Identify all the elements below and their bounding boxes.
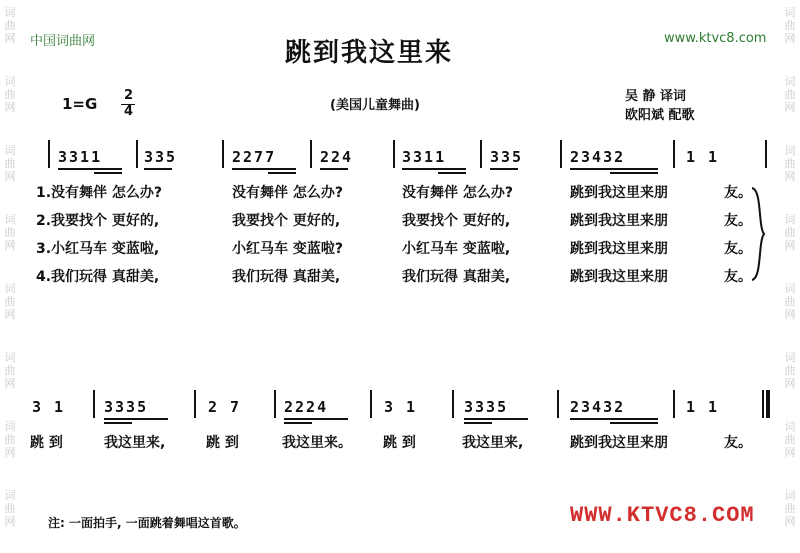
left-watermark-column (0, 0, 20, 553)
barline (222, 140, 224, 168)
site-name: 中国词曲网 (30, 34, 96, 49)
measure: 3 1 (32, 398, 66, 416)
lyric: 友。 (724, 435, 752, 451)
beam (490, 168, 518, 170)
footnote: 注: 一面拍手, 一面跳着舞唱这首歌。 (48, 516, 246, 530)
watermark-char: 网 (784, 239, 796, 252)
watermark-group (5, 420, 16, 459)
beam (610, 422, 658, 424)
measure: 2277 (232, 148, 277, 166)
watermark-char: 词 (4, 144, 16, 157)
verse-4-segment: 友。 (724, 269, 752, 285)
watermark-char: 词 (4, 282, 16, 295)
barline (673, 140, 675, 168)
right-watermark-column (780, 0, 800, 553)
watermark-char: 词 (784, 351, 796, 364)
time-signature-bottom: 4 (124, 104, 134, 119)
lyric: 我这里来。 (282, 435, 352, 451)
barline (93, 390, 95, 418)
lyric: 我这里来, (104, 435, 166, 451)
watermark-char: 曲 (784, 157, 796, 170)
lyric: 跳 到 (206, 435, 239, 451)
watermark-char: 曲 (4, 157, 16, 170)
verse-2-segment: 跳到我这里来朋 (570, 213, 668, 229)
watermark-char: 曲 (784, 364, 796, 377)
watermark-char: 词 (4, 6, 16, 19)
beam (438, 172, 466, 174)
beam (610, 172, 658, 174)
barline (274, 390, 276, 418)
beam (464, 422, 492, 424)
beam (320, 168, 348, 170)
beam (232, 168, 296, 170)
barline (560, 140, 562, 168)
verse-1-segment: 跳到我这里来朋 (570, 185, 668, 201)
beam (402, 168, 466, 170)
watermark-group (785, 75, 796, 114)
measure: 2224 (284, 398, 329, 416)
watermark-char: 词 (784, 75, 796, 88)
site-url: www.ktvc8.com (664, 31, 767, 46)
barline (194, 390, 196, 418)
watermark-group (785, 282, 796, 321)
watermark-char: 曲 (4, 226, 16, 239)
verse-2-segment: 我要找个 更好的, (402, 213, 511, 229)
beam (144, 168, 172, 170)
measure: 1 1 (686, 148, 720, 166)
barline (480, 140, 482, 168)
verse-brace (748, 186, 768, 282)
verse-1-segment: 没有舞伴 怎么办? (232, 185, 343, 201)
beam (570, 168, 658, 170)
song-title: 跳到我这里来 (285, 38, 454, 68)
beam (570, 418, 658, 420)
watermark-char: 网 (784, 170, 796, 183)
watermark-char: 词 (784, 144, 796, 157)
watermark-char: 网 (784, 101, 796, 114)
watermark-char: 网 (4, 101, 16, 114)
measure: 23432 (570, 148, 626, 166)
verse-3-segment: 小红马车 变蓝啦, (402, 241, 511, 257)
beam (268, 172, 296, 174)
watermark-char: 曲 (4, 502, 16, 515)
watermark-group (785, 489, 796, 528)
final-barline-thin (762, 390, 764, 418)
measure: 3 1 (384, 398, 418, 416)
watermark-char: 网 (4, 377, 16, 390)
watermark-char: 曲 (784, 433, 796, 446)
measure: 3311 (402, 148, 447, 166)
watermark-group (785, 420, 796, 459)
watermark-char: 网 (4, 170, 16, 183)
lyric: 我这里来, (462, 435, 524, 451)
watermark-char: 曲 (784, 226, 796, 239)
final-barline-thick (766, 390, 770, 418)
watermark-char: 曲 (784, 295, 796, 308)
verse-3-segment: 友。 (724, 241, 752, 257)
barline (393, 140, 395, 168)
watermark-char: 词 (4, 75, 16, 88)
measure: 335 (144, 148, 178, 166)
verse-1-segment: 1.没有舞伴 怎么办? (36, 185, 163, 201)
watermark-char: 网 (784, 377, 796, 390)
beam (94, 172, 122, 174)
barline (765, 140, 767, 168)
measure: 224 (320, 148, 354, 166)
barline (557, 390, 559, 418)
watermark-char: 网 (4, 308, 16, 321)
verse-2-segment: 2.我要找个 更好的, (36, 213, 160, 229)
watermark-char: 词 (784, 489, 796, 502)
watermark-group (5, 6, 16, 45)
watermark-group (785, 144, 796, 183)
watermark-group (5, 282, 16, 321)
watermark-char: 曲 (784, 502, 796, 515)
beam (104, 418, 168, 420)
watermark-char: 曲 (4, 19, 16, 32)
measure: 1 1 (686, 398, 720, 416)
barline (136, 140, 138, 168)
watermark-char: 词 (4, 420, 16, 433)
watermark-char: 网 (784, 308, 796, 321)
measure: 3311 (58, 148, 103, 166)
measure: 2 7 (208, 398, 242, 416)
verse-4-segment: 我们玩得 真甜美, (402, 269, 511, 285)
watermark-group (5, 144, 16, 183)
verse-2-segment: 我要找个 更好的, (232, 213, 341, 229)
lyric: 跳 到 (30, 435, 63, 451)
measure: 3335 (104, 398, 149, 416)
beam (58, 168, 122, 170)
genre-subtitle: (美国儿童舞曲) (330, 98, 420, 113)
lyricist-credit: 吴 静 译词 (625, 89, 687, 104)
time-signature-top: 2 (124, 88, 134, 103)
verse-4-segment: 跳到我这里来朋 (570, 269, 668, 285)
beam (284, 418, 348, 420)
watermark-char: 网 (4, 446, 16, 459)
watermark-char: 词 (4, 213, 16, 226)
watermark-char: 网 (784, 446, 796, 459)
barline (673, 390, 675, 418)
verse-3-segment: 3.小红马车 变蓝啦, (36, 241, 160, 257)
key-signature: 1=G (62, 95, 98, 113)
measure: 3335 (464, 398, 509, 416)
watermark-char: 曲 (4, 295, 16, 308)
beam (104, 422, 132, 424)
verse-3-segment: 小红马车 变蓝啦? (232, 241, 343, 257)
watermark-char: 曲 (4, 364, 16, 377)
measure: 23432 (570, 398, 626, 416)
bottom-watermark: WWW.KTVC8.COM (570, 503, 755, 528)
watermark-char: 曲 (4, 88, 16, 101)
watermark-char: 词 (4, 489, 16, 502)
watermark-group (5, 351, 16, 390)
watermark-group (785, 351, 796, 390)
watermark-group (5, 489, 16, 528)
beam (284, 422, 312, 424)
watermark-char: 词 (784, 6, 796, 19)
watermark-group (5, 75, 16, 114)
watermark-char: 网 (784, 32, 796, 45)
barline (370, 390, 372, 418)
watermark-char: 网 (784, 515, 796, 528)
watermark-char: 词 (784, 213, 796, 226)
watermark-char: 网 (4, 239, 16, 252)
watermark-char: 词 (784, 282, 796, 295)
watermark-group (785, 6, 796, 45)
watermark-char: 词 (4, 351, 16, 364)
watermark-group (5, 213, 16, 252)
barline (452, 390, 454, 418)
lyric: 跳到我这里来朋 (570, 435, 668, 451)
lyric: 跳 到 (383, 435, 416, 451)
barline (310, 140, 312, 168)
watermark-char: 网 (4, 32, 16, 45)
barline (48, 140, 50, 168)
watermark-char: 曲 (784, 88, 796, 101)
verse-4-segment: 我们玩得 真甜美, (232, 269, 341, 285)
verse-1-segment: 友。 (724, 185, 752, 201)
measure: 335 (490, 148, 524, 166)
verse-3-segment: 跳到我这里来朋 (570, 241, 668, 257)
watermark-char: 网 (4, 515, 16, 528)
watermark-char: 曲 (4, 433, 16, 446)
watermark-char: 词 (784, 420, 796, 433)
watermark-char: 曲 (784, 19, 796, 32)
arranger-credit: 欧阳斌 配歌 (625, 108, 695, 123)
verse-2-segment: 友。 (724, 213, 752, 229)
beam (464, 418, 528, 420)
watermark-group (785, 213, 796, 252)
verse-4-segment: 4.我们玩得 真甜美, (36, 269, 160, 285)
verse-1-segment: 没有舞伴 怎么办? (402, 185, 513, 201)
